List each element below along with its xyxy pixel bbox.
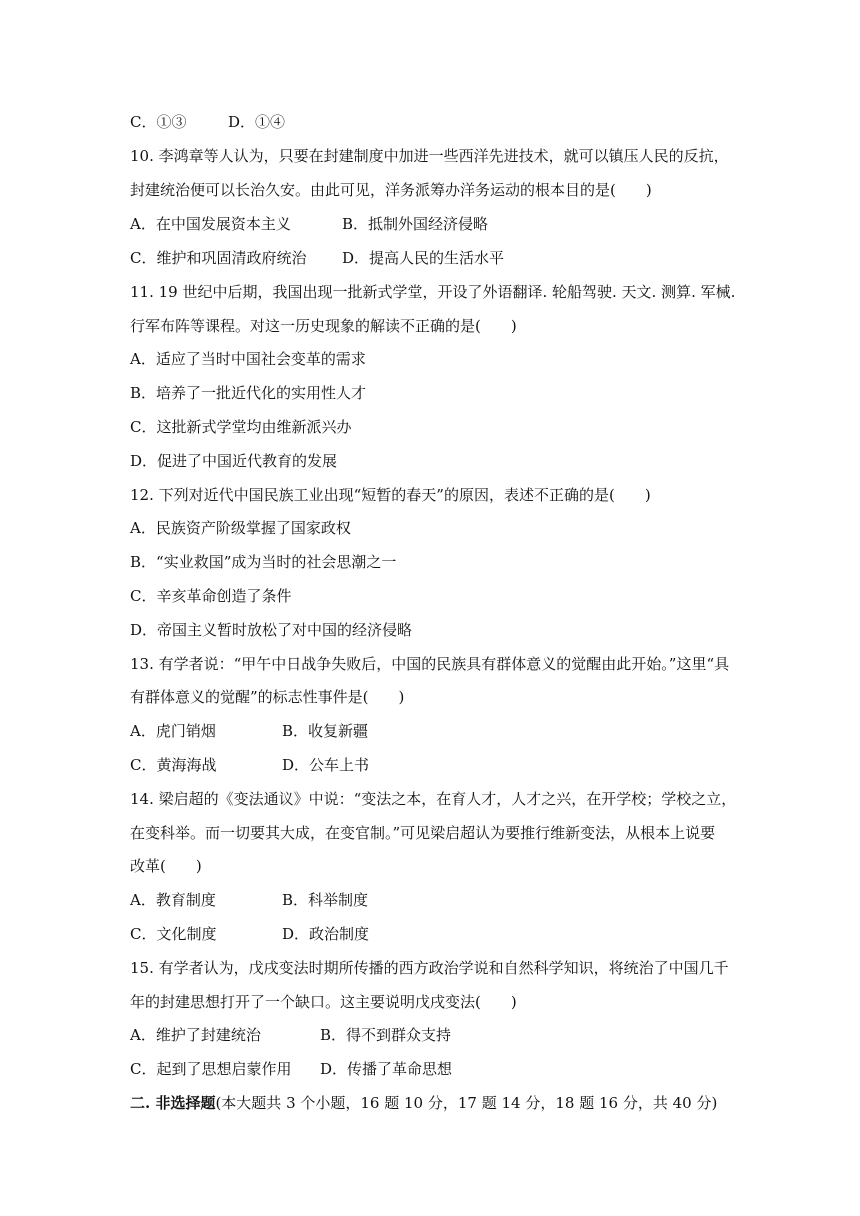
q14-options-row-1 <box>130 890 368 910</box>
q14-stem-line-2: 在变科举。而一切要其大成，在变官制。”可见梁启超认为要推行维新变法，从根本上说要 <box>130 824 716 842</box>
q14-stem-line-1: 14. 梁启超的《变法通议》中说：“变法之本，在育人才，人才之兴，在开学校；学校之立， <box>130 790 737 808</box>
option-c: C．①③ <box>130 113 187 131</box>
q12-option-a: A．民族资产阶级掌握了国家政权 <box>130 519 351 537</box>
q13-stem-line-2: 有群体意义的觉醒”的标志性事件是( ) <box>130 688 405 706</box>
q13-options-row-2 <box>130 755 369 775</box>
q11-option-c: C．这批新式学堂均由维新派兴办 <box>130 418 352 436</box>
q11-option-a: A．适应了当时中国社会变革的需求 <box>130 350 366 368</box>
option-a: A．维护了封建统治 <box>130 1026 261 1044</box>
option-a: A．虎门销烟 <box>130 722 216 740</box>
q15-options-row-1 <box>130 1025 451 1045</box>
option-a: A．在中国发展资本主义 <box>130 215 291 233</box>
q10-stem-line-1: 10. 李鸿章等人认为，只要在封建制度中加进一些西洋先进技术，就可以镇压人民的反抗， <box>130 147 729 165</box>
option-c: C．维护和巩固清政府统治 <box>130 249 307 267</box>
q15-stem-line-2: 年的封建思想打开了一个缺口。这主要说明戊戌变法( ) <box>130 993 517 1011</box>
q9-options-row-2 <box>130 112 285 132</box>
option-c: C．文化制度 <box>130 925 217 943</box>
q11-option-d: D．促进了中国近代教育的发展 <box>130 452 338 470</box>
option-d: D．公车上书 <box>282 756 370 774</box>
option-d: D．政治制度 <box>282 925 370 943</box>
option-d: D．提高人民的生活水平 <box>342 249 505 267</box>
q12-option-b: B．“实业救国”成为当时的社会思潮之一 <box>130 553 397 571</box>
option-d: D．①④ <box>228 113 286 131</box>
section-note: (本大题共 3 个小题，16 题 10 分，17 题 14 分，18 题 16 分，共 40 分) <box>215 1094 718 1112</box>
q10-options-row-2 <box>130 248 504 268</box>
option-c: C．黄海海战 <box>130 756 217 774</box>
option-d: D．传播了革命思想 <box>320 1060 453 1078</box>
q10-stem-line-2: 封建统治便可以长治久安。由此可见，洋务派筹办洋务运动的根本目的是( ) <box>130 181 652 199</box>
q11-stem-line-1: 11. 19 世纪中后期，我国出现一批新式学堂，开设了外语翻译. 轮船驾驶. 天文. 测算. 军械. <box>130 283 736 301</box>
section-two-heading <box>130 1093 717 1113</box>
option-b: B．收复新疆 <box>282 722 369 740</box>
section-title: 二. 非选择题 <box>130 1094 216 1112</box>
q13-options-row-1 <box>130 721 368 741</box>
q13-stem-line-1: 13. 有学者说：“甲午中日战争失败后，中国的民族具有群体意义的觉醒由此开始。”这里“具 <box>130 655 730 673</box>
q12-option-c: C．辛亥革命创造了条件 <box>130 587 292 605</box>
q15-options-row-2 <box>130 1059 452 1079</box>
q14-stem-line-3: 改革( ) <box>130 857 202 875</box>
q10-options-row-1 <box>130 214 488 234</box>
q12-option-d: D．帝国主义暂时放松了对中国的经济侵略 <box>130 621 413 639</box>
option-a: A．教育制度 <box>130 891 216 909</box>
q14-options-row-2 <box>130 924 369 944</box>
option-b: B．科举制度 <box>282 891 369 909</box>
q15-stem-line-1: 15. 有学者认为，戊戌变法时期所传播的西方政治学说和自然科学知识，将统治了中国几千 <box>130 959 729 977</box>
q11-stem-line-2: 行军布阵等课程。对这一历史现象的解读不正确的是( ) <box>130 317 517 335</box>
option-b: B．得不到群众支持 <box>320 1026 452 1044</box>
option-b: B．抵制外国经济侵略 <box>342 215 489 233</box>
q11-option-b: B．培养了一批近代化的实用性人才 <box>130 384 367 402</box>
q12-stem: 12. 下列对近代中国民族工业出现“短暂的春天”的原因，表述不正确的是( ) <box>130 486 651 504</box>
option-c: C．起到了思想启蒙作用 <box>130 1060 292 1078</box>
